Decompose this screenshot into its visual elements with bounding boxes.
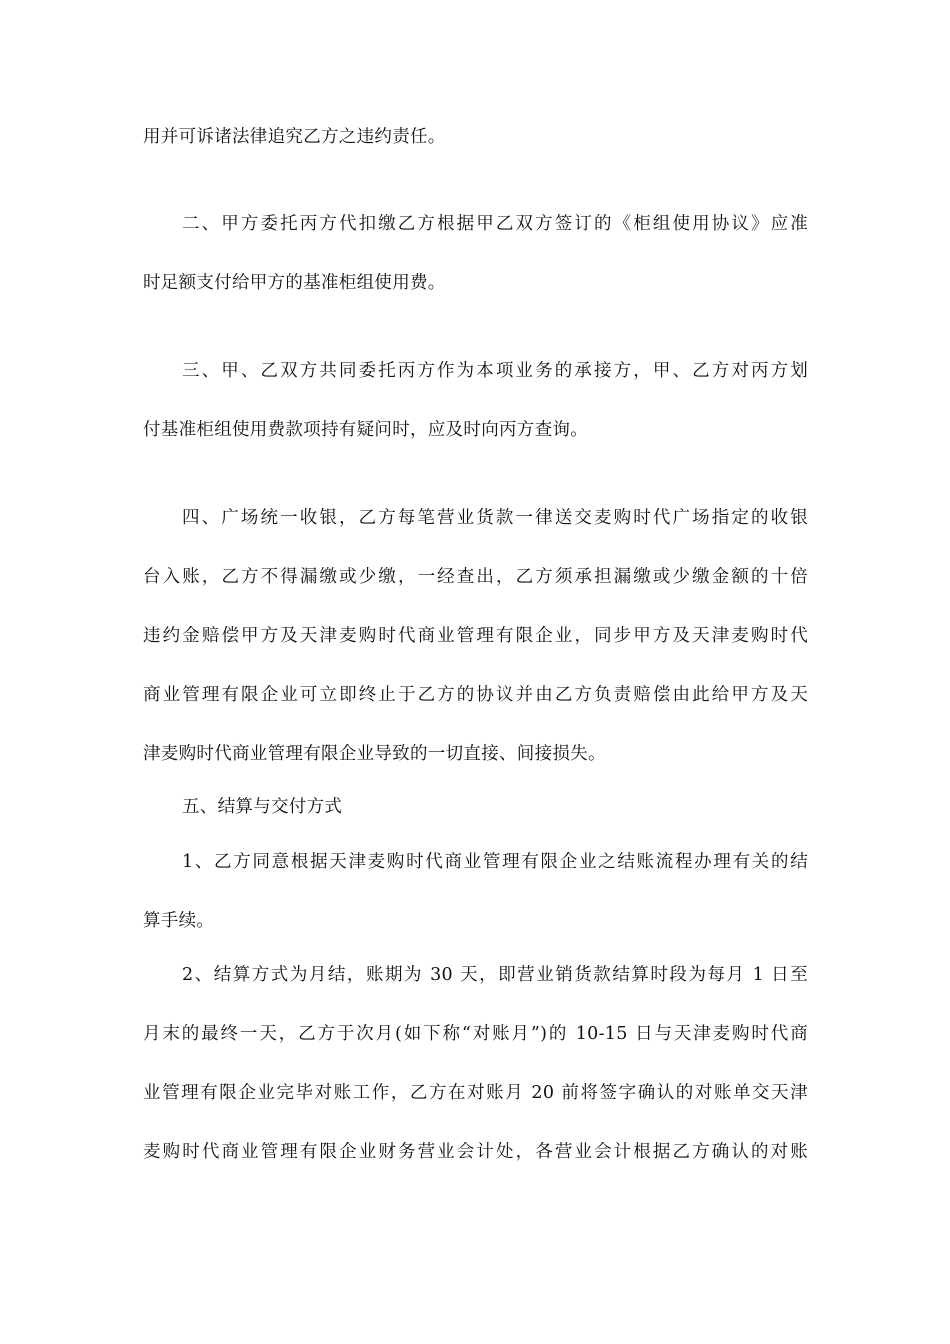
paragraph-line: 四、广场统一收银，乙方每笔营业货款一律送交麦购时代广场指定的收银 — [182, 508, 808, 528]
paragraph-line: 2、结算方式为月结，账期为 30 天，即营业销货款结算时段为每月 1 日至 — [182, 965, 808, 985]
paragraph-line: 商业管理有限企业可立即终止于乙方的协议并由乙方负责赔偿由此给甲方及天 — [143, 685, 808, 705]
paragraph-line: 用并可诉诸法律追究乙方之违约责任。 — [143, 127, 446, 147]
paragraph-line: 月末的最终一天，乙方于次月(如下称“对账月”)的 10-15 日与天津麦购时代商 — [143, 1024, 808, 1044]
paragraph-line: 台入账，乙方不得漏缴或少缴，一经查出，乙方须承担漏缴或少缴金额的十倍 — [143, 567, 808, 587]
paragraph-line: 津麦购时代商业管理有限企业导致的一切直接、间接损失。 — [143, 744, 606, 764]
paragraph-line: 付基准柜组使用费款项持有疑问时，应及时向丙方查询。 — [143, 420, 588, 440]
paragraph-line: 业管理有限企业完毕对账工作，乙方在对账月 20 前将签字确认的对账单交天津 — [143, 1083, 808, 1103]
paragraph-line: 时足额支付给甲方的基准柜组使用费。 — [143, 273, 446, 293]
paragraph-line: 三、甲、乙双方共同委托丙方作为本项业务的承接方，甲、乙方对丙方划 — [182, 361, 808, 381]
section-heading: 五、结算与交付方式 — [182, 797, 343, 817]
paragraph-line: 1、乙方同意根据天津麦购时代商业管理有限企业之结账流程办理有关的结 — [182, 852, 808, 872]
paragraph-line: 违约金赔偿甲方及天津麦购时代商业管理有限企业，同步甲方及天津麦购时代 — [143, 626, 808, 646]
paragraph-line: 二、甲方委托丙方代扣缴乙方根据甲乙双方签订的《柜组使用协议》应准 — [182, 214, 808, 234]
paragraph-line: 麦购时代商业管理有限企业财务营业会计处，各营业会计根据乙方确认的对账 — [143, 1142, 808, 1162]
paragraph-line: 算手续。 — [143, 911, 215, 931]
